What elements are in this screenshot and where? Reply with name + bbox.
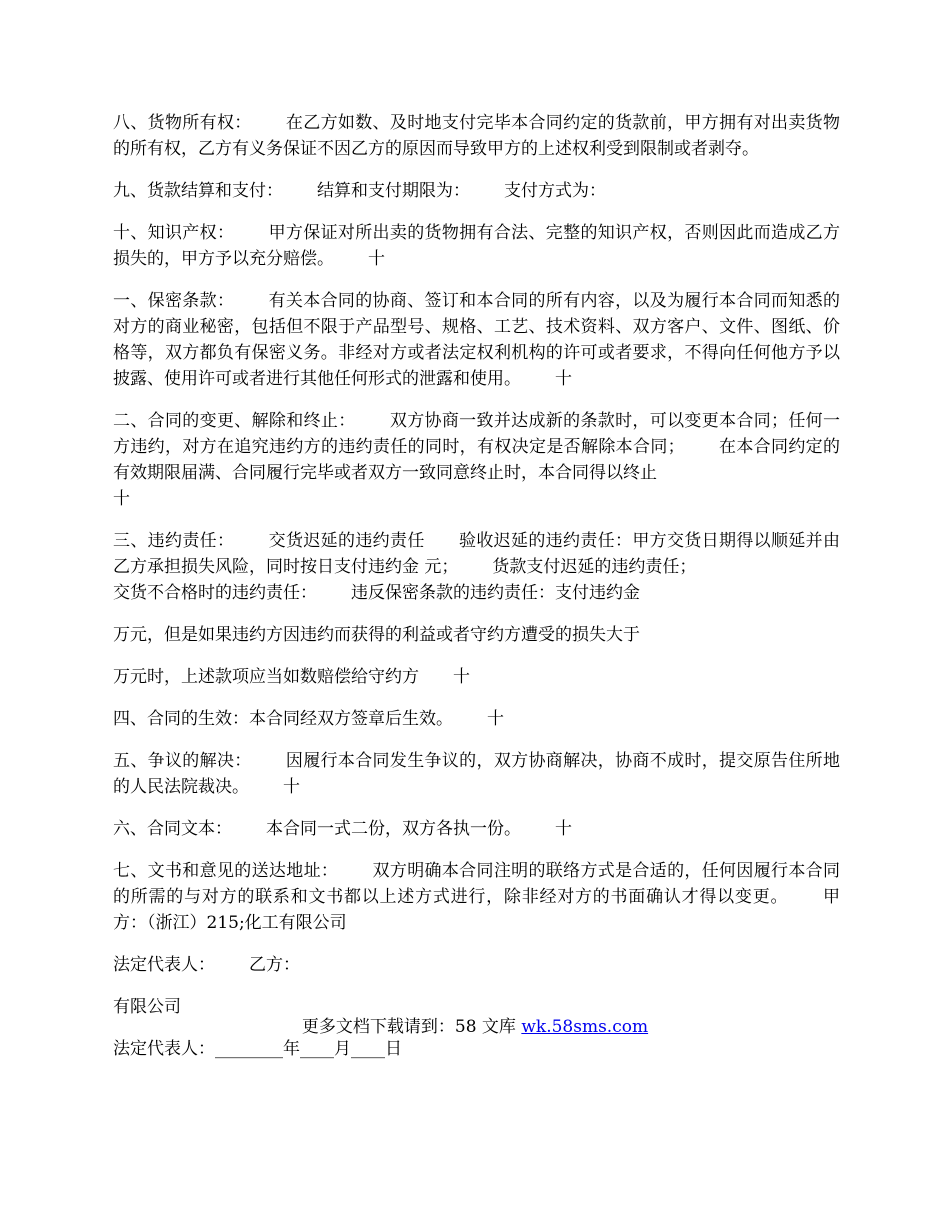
section-dispute-body: 因履行本合同发生争议的，双方协商解决，协商不成时，提交原告住所地的人民法院裁决。 <box>113 751 841 797</box>
section-payment-heading: 九、货款结算和支付： <box>113 181 283 201</box>
signature-party-b: 乙方： <box>249 955 300 975</box>
section-effect-tail: 十 <box>487 709 504 729</box>
section-payment <box>113 178 840 204</box>
section-breach-late-delivery: 交货迟延的违约责任 <box>268 531 425 551</box>
section-change-body-1: 双方协商一致并达成新的条款时，可以变更本合同；任何一方违约，对方在追究违约方的违约责任的同时，有权决定是否解除本合同； <box>113 411 841 457</box>
contract-page <box>113 110 840 1078</box>
section-breach-cont-1: 万元，但是如果违约方因违约而获得的利益或者守约方遭受的损失大于 <box>113 625 640 645</box>
section-dispute-heading: 五、争议的解决： <box>113 751 252 771</box>
section-ownership-heading: 八、货物所有权： <box>113 113 252 133</box>
footer <box>0 1014 950 1040</box>
signature-legal-rep-b: 法定代表人：________年____月____日 <box>113 1039 402 1059</box>
section-breach-cont-2-body: 万元时，上述款项应当如数赔偿给守约方 <box>113 667 419 687</box>
section-breach-nonconforming: 交货不合格时的违约责任： <box>113 583 317 603</box>
section-effect <box>113 706 840 732</box>
section-change-body-2: 在本合同约定的有效期限届满、合同履行完毕或者双方一致同意终止时，本合同得以终止 <box>113 437 841 483</box>
section-copies-body: 本合同一式二份，双方各执一份。 <box>266 819 521 839</box>
signature-company-b: 有限公司 <box>113 997 181 1017</box>
section-ownership-body: 在乙方如数、及时地支付完毕本合同约定的货款前，甲方拥有对出卖货物的所有权，乙方有义务保证不因乙方的原因而导致甲方的上述权利受到限制或者剥夺。 <box>113 113 841 159</box>
section-dispute <box>113 748 840 800</box>
section-breach <box>113 528 840 606</box>
footer-prefix: 更多文档下载请到：58 文库 <box>301 1017 522 1037</box>
section-breach-inspection: 验收迟延的违约责任：甲方交货日期得以顺延并由乙方承担损失风险，同时按日支付违约金 元； <box>113 531 841 577</box>
section-notice-heading: 七、文书和意见的送达地址： <box>113 861 339 881</box>
section-breach-cont-2-tail: 十 <box>453 667 470 687</box>
section-payment-method: 支付方式为： <box>504 181 606 201</box>
signature-legal-rep-a-line <box>113 952 840 978</box>
section-notice-body: 双方明确本合同注明的联络方式是合适的，任何因履行本合同的所需的与对方的联系和文书都以上述方式进行，除非经对方的书面确认才得以变更。 <box>113 861 841 907</box>
section-breach-heading: 三、违约责任： <box>113 531 235 551</box>
section-ip-heading: 十、知识产权： <box>113 223 235 243</box>
section-copies-tail: 十 <box>555 819 572 839</box>
section-confidentiality-body: 有关本合同的协商、签订和本合同的所有内容，以及为履行本合同而知悉的对方的商业秘密，包括但不限于产品型号、规格、工艺、技术资料、双方客户、文件、图纸、价格等，双方都负有保密义务。非经对方或者法定权利机构的许可或者要求，不得向任何他方予以披露、使用许可或者进行其他任何形式的泄露和使用。 <box>113 291 841 389</box>
section-copies-heading: 六、合同文本： <box>113 819 232 839</box>
footer-link[interactable]: wk.58sms.com <box>521 1017 649 1037</box>
section-breach-cont-2 <box>113 664 840 690</box>
section-change-tail: 十 <box>113 489 130 509</box>
section-ip-tail: 十 <box>368 249 385 269</box>
section-copies <box>113 816 840 842</box>
section-breach-late-payment: 货款支付迟延的违约责任； <box>492 557 697 577</box>
section-confidentiality <box>113 288 840 392</box>
section-breach-confidential: 违反保密条款的违约责任：支付违约金 <box>351 583 640 603</box>
section-ownership <box>113 110 840 162</box>
section-dispute-tail: 十 <box>283 777 300 797</box>
section-notice-party-a: 甲方：（浙江）215;化工有限公司 <box>113 887 841 933</box>
section-change-heading: 二、合同的变更、解除和终止： <box>113 411 356 431</box>
section-confidentiality-heading: 一、保密条款： <box>113 291 235 311</box>
section-change <box>113 408 840 512</box>
signature-legal-rep-a: 法定代表人： <box>113 955 215 975</box>
section-ip <box>113 220 840 272</box>
section-notice <box>113 858 840 936</box>
section-ip-body: 甲方保证对所出卖的货物拥有合法、完整的知识产权，否则因此而造成乙方损失的，甲方予以充分赔偿。 <box>113 223 841 269</box>
section-confidentiality-tail: 十 <box>555 369 572 389</box>
section-effect-body: 四、合同的生效：本合同经双方签章后生效。 <box>113 709 453 729</box>
section-payment-term: 结算和支付期限为： <box>317 181 470 201</box>
